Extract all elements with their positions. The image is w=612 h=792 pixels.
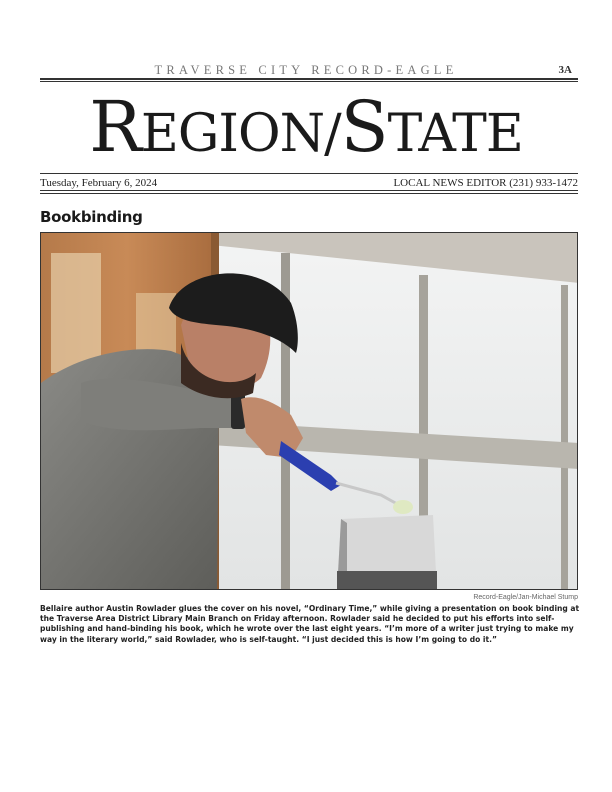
section-title-state: TATE: [387, 104, 523, 164]
news-photo: [40, 232, 578, 590]
dateline-bottom-rule: [40, 190, 578, 191]
section-title-cap-s: S: [340, 86, 388, 168]
editor-contact: LOCAL NEWS EDITOR (231) 933-1472: [393, 177, 578, 189]
photo-caption: Bellaire author Austin Rowlader glues the cover on his novel, “Ordinary Time,” while giving a presentation on book binding at the Traverse Area District Library Main Branch on Friday afternoon. Rowlader said he decided to put his efforts into self-publishing and hand-binding his book, which he wrote over the last eight years. “I’m more of a writer just trying to make my way in the literary world,” said Rowlader, who is self-taught. “I just decided this is how I’m going to do it.”: [40, 604, 580, 644]
dateline-bottom-rule-thin: [40, 193, 578, 194]
article-headline: Bookbinding: [40, 208, 143, 226]
dateline-top-rule: [40, 173, 578, 174]
newspaper-name: TRAVERSE CITY RECORD-EAGLE: [154, 63, 458, 77]
section-title-region: EGION/: [140, 104, 341, 164]
issue-date: Tuesday, February 6, 2024: [40, 177, 158, 189]
photo-illustration: [41, 233, 578, 590]
photo-credit: Record-Eagle/Jan-Michael Stump: [473, 594, 578, 601]
section-title: [0, 82, 612, 179]
section-title-cap-r: R: [89, 86, 141, 168]
top-rule-thick: [40, 78, 578, 80]
page-number: 3A: [558, 64, 572, 76]
